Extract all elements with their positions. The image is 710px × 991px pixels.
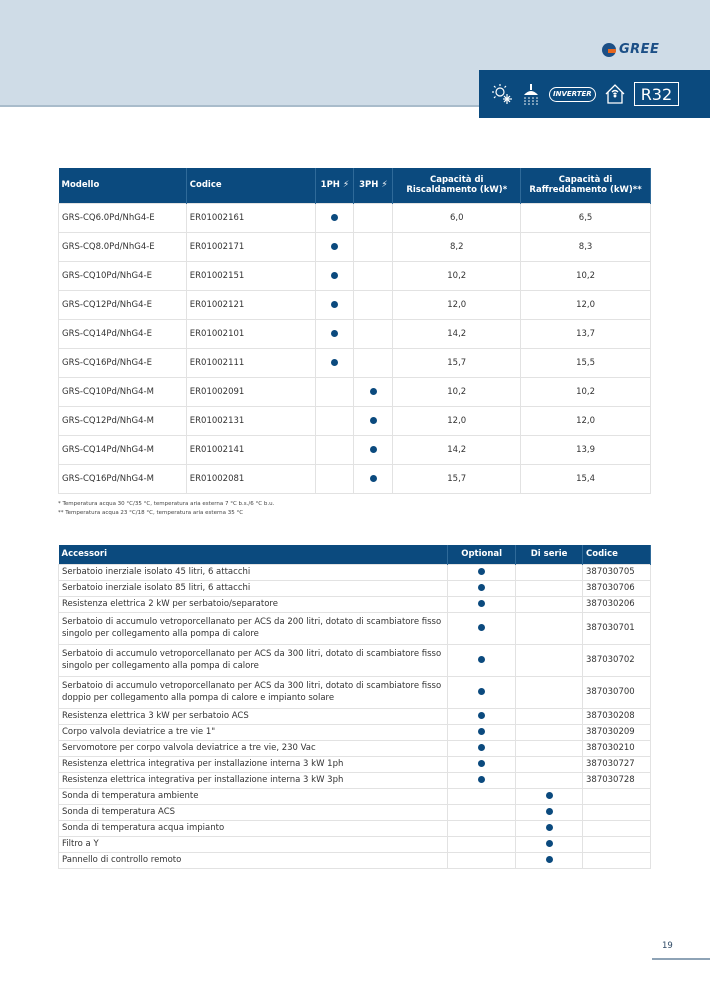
accessory-code-cell bbox=[583, 804, 651, 820]
1ph-cell bbox=[316, 232, 354, 261]
model-cell: GRS-CQ10Pd/NhG4-E bbox=[59, 261, 187, 290]
optional-cell bbox=[448, 804, 516, 820]
header-3ph bbox=[354, 168, 393, 203]
table-row bbox=[59, 756, 651, 772]
optional-cell bbox=[448, 708, 516, 724]
1ph-cell bbox=[316, 464, 354, 493]
accessory-name-cell: Pannello di controllo remoto bbox=[59, 852, 448, 868]
heating-cell: 6,0 bbox=[393, 203, 521, 232]
accessory-name-cell: Serbatoio inerziale isolato 85 litri, 6 attacchi bbox=[59, 580, 448, 596]
standard-cell bbox=[516, 580, 583, 596]
heating-cell: 15,7 bbox=[393, 348, 521, 377]
standard-cell bbox=[516, 772, 583, 788]
code-cell: ER01002101 bbox=[186, 319, 316, 348]
header-heating: Capacità di Riscaldamento (kW)* bbox=[393, 168, 521, 203]
page-number: 19 bbox=[662, 941, 673, 951]
accessory-code-cell: 387030702 bbox=[583, 644, 651, 676]
availability-dot-icon bbox=[478, 776, 485, 783]
standard-cell bbox=[516, 564, 583, 580]
table-row bbox=[59, 564, 651, 580]
accessory-code-cell: 387030727 bbox=[583, 756, 651, 772]
code-cell: ER01002141 bbox=[186, 435, 316, 464]
heating-cell: 8,2 bbox=[393, 232, 521, 261]
code-cell: ER01002081 bbox=[186, 464, 316, 493]
table-row bbox=[59, 708, 651, 724]
footnotes bbox=[58, 500, 274, 518]
table-row bbox=[59, 852, 651, 868]
table-row bbox=[59, 804, 651, 820]
standard-cell bbox=[516, 852, 583, 868]
accessory-name-cell: Serbatoio di accumulo vetroporcellanato per ACS da 200 litri, dotato di scambiatore fisso singolo per collegamento alla pompa di calore bbox=[59, 612, 448, 644]
code-cell: ER01002151 bbox=[186, 261, 316, 290]
optional-cell bbox=[448, 820, 516, 836]
header-1ph bbox=[316, 168, 354, 203]
availability-dot-icon bbox=[478, 584, 485, 591]
code-cell: ER01002111 bbox=[186, 348, 316, 377]
availability-dot-icon bbox=[331, 330, 338, 337]
standard-cell bbox=[516, 596, 583, 612]
heating-cell: 10,2 bbox=[393, 377, 521, 406]
heating-cell: 12,0 bbox=[393, 290, 521, 319]
accessory-code-cell: 387030728 bbox=[583, 772, 651, 788]
cooling-cell: 12,0 bbox=[521, 406, 651, 435]
model-cell: GRS-CQ10Pd/NhG4-M bbox=[59, 377, 187, 406]
availability-dot-icon bbox=[546, 808, 553, 815]
table-row bbox=[59, 676, 651, 708]
availability-dot-icon bbox=[478, 688, 485, 695]
1ph-cell bbox=[316, 435, 354, 464]
table-row bbox=[59, 740, 651, 756]
availability-dot-icon bbox=[331, 243, 338, 250]
heating-cell: 12,0 bbox=[393, 406, 521, 435]
accessory-code-cell: 387030700 bbox=[583, 676, 651, 708]
code-cell: ER01002161 bbox=[186, 203, 316, 232]
accessory-name-cell: Sonda di temperatura ambiente bbox=[59, 788, 448, 804]
1ph-cell bbox=[316, 290, 354, 319]
lightning-icon: ⚡ bbox=[342, 180, 350, 191]
standard-cell bbox=[516, 788, 583, 804]
standard-cell bbox=[516, 740, 583, 756]
accessory-name-cell: Filtro a Y bbox=[59, 836, 448, 852]
model-cell: GRS-CQ14Pd/NhG4-M bbox=[59, 435, 187, 464]
heating-cell: 15,7 bbox=[393, 464, 521, 493]
availability-dot-icon bbox=[478, 656, 485, 663]
table-row bbox=[59, 319, 651, 348]
table-row bbox=[59, 348, 651, 377]
optional-cell bbox=[448, 724, 516, 740]
availability-dot-icon bbox=[478, 600, 485, 607]
footnote-heating: * Temperatura acqua 30 °C/35 °C, temperatura aria esterna 7 °C b.s./6 °C b.u. bbox=[58, 501, 275, 507]
optional-cell bbox=[448, 564, 516, 580]
standard-cell bbox=[516, 612, 583, 644]
table-row bbox=[59, 580, 651, 596]
accessory-name-cell: Serbatoio inerziale isolato 45 litri, 6 attacchi bbox=[59, 564, 448, 580]
standard-cell bbox=[516, 724, 583, 740]
optional-cell bbox=[448, 740, 516, 756]
availability-dot-icon bbox=[370, 475, 377, 482]
3ph-cell bbox=[354, 261, 393, 290]
r32-refrigerant-badge bbox=[634, 82, 679, 106]
table-row bbox=[59, 435, 651, 464]
code-cell: ER01002091 bbox=[186, 377, 316, 406]
feature-icons-bar bbox=[479, 70, 710, 118]
lightning-icon: ⚡ bbox=[381, 180, 388, 191]
optional-cell bbox=[448, 676, 516, 708]
3ph-cell bbox=[354, 464, 393, 493]
header-model: Modello bbox=[59, 168, 187, 203]
cooling-cell: 13,7 bbox=[521, 319, 651, 348]
accessory-code-cell bbox=[583, 836, 651, 852]
accessory-code-cell: 387030701 bbox=[583, 612, 651, 644]
3ph-cell bbox=[354, 406, 393, 435]
optional-cell bbox=[448, 788, 516, 804]
accessory-name-cell: Resistenza elettrica integrativa per installazione interna 3 kW 1ph bbox=[59, 756, 448, 772]
accessory-name-cell: Serbatoio di accumulo vetroporcellanato per ACS da 300 litri, dotato di scambiatore fisso singolo per collegamento alla pompa di calore bbox=[59, 644, 448, 676]
standard-cell bbox=[516, 756, 583, 772]
model-cell: GRS-CQ16Pd/NhG4-M bbox=[59, 464, 187, 493]
table-row bbox=[59, 596, 651, 612]
standard-cell bbox=[516, 644, 583, 676]
optional-cell bbox=[448, 612, 516, 644]
3ph-cell bbox=[354, 377, 393, 406]
1ph-cell bbox=[316, 261, 354, 290]
accessory-name-cell: Corpo valvola deviatrice a tre vie 1" bbox=[59, 724, 448, 740]
optional-cell bbox=[448, 644, 516, 676]
accessory-name-cell: Servomotore per corpo valvola deviatrice a tre vie, 230 Vac bbox=[59, 740, 448, 756]
code-cell: ER01002171 bbox=[186, 232, 316, 261]
header-accessory: Accessori bbox=[59, 545, 448, 564]
availability-dot-icon bbox=[370, 417, 377, 424]
accessory-code-cell bbox=[583, 788, 651, 804]
heating-cell: 14,2 bbox=[393, 435, 521, 464]
availability-dot-icon bbox=[546, 856, 553, 863]
availability-dot-icon bbox=[478, 760, 485, 767]
availability-dot-icon bbox=[370, 446, 377, 453]
header-cooling: Capacità di Raffreddamento (kW)** bbox=[521, 168, 651, 203]
heating-cell: 14,2 bbox=[393, 319, 521, 348]
accessory-name-cell: Sonda di temperatura ACS bbox=[59, 804, 448, 820]
code-cell: ER01002131 bbox=[186, 406, 316, 435]
table-row bbox=[59, 612, 651, 644]
heating-cell: 10,2 bbox=[393, 261, 521, 290]
accessory-name-cell: Resistenza elettrica integrativa per installazione interna 3 kW 3ph bbox=[59, 772, 448, 788]
accessories-table bbox=[58, 545, 651, 869]
gree-logo-icon bbox=[602, 43, 616, 57]
cooling-cell: 15,5 bbox=[521, 348, 651, 377]
availability-dot-icon bbox=[331, 301, 338, 308]
table-row bbox=[59, 261, 651, 290]
r32-label: R32 bbox=[640, 84, 673, 104]
availability-dot-icon bbox=[478, 712, 485, 719]
standard-cell bbox=[516, 804, 583, 820]
accessory-code-cell: 387030705 bbox=[583, 564, 651, 580]
table-row bbox=[59, 724, 651, 740]
header-optional: Optional bbox=[448, 545, 516, 564]
1ph-cell bbox=[316, 406, 354, 435]
header-3ph-label: 3PH bbox=[359, 180, 379, 191]
header-standard: Di serie bbox=[516, 545, 583, 564]
availability-dot-icon bbox=[331, 214, 338, 221]
brand-name: GREE bbox=[619, 42, 660, 57]
availability-dot-icon bbox=[331, 359, 338, 366]
table-row bbox=[59, 406, 651, 435]
page-number-underline bbox=[652, 958, 710, 960]
header-accessory-code: Codice bbox=[583, 545, 651, 564]
cooling-cell: 12,0 bbox=[521, 290, 651, 319]
cooling-cell: 10,2 bbox=[521, 377, 651, 406]
standard-cell bbox=[516, 820, 583, 836]
cooling-cell: 15,4 bbox=[521, 464, 651, 493]
standard-cell bbox=[516, 676, 583, 708]
accessory-code-cell: 387030206 bbox=[583, 596, 651, 612]
cooling-cell: 10,2 bbox=[521, 261, 651, 290]
accessory-code-cell: 387030706 bbox=[583, 580, 651, 596]
header-code: Codice bbox=[186, 168, 316, 203]
availability-dot-icon bbox=[478, 624, 485, 631]
availability-dot-icon bbox=[478, 568, 485, 575]
accessory-name-cell: Resistenza elettrica 3 kW per serbatoio ACS bbox=[59, 708, 448, 724]
inverter-badge: INVERTER bbox=[549, 87, 596, 102]
model-cell: GRS-CQ6.0Pd/NhG4-E bbox=[59, 203, 187, 232]
optional-cell bbox=[448, 580, 516, 596]
availability-dot-icon bbox=[546, 840, 553, 847]
models-table bbox=[58, 168, 651, 494]
shower-icon bbox=[521, 83, 541, 105]
standard-cell bbox=[516, 836, 583, 852]
availability-dot-icon bbox=[546, 792, 553, 799]
model-cell: GRS-CQ12Pd/NhG4-E bbox=[59, 290, 187, 319]
1ph-cell bbox=[316, 377, 354, 406]
model-cell: GRS-CQ12Pd/NhG4-M bbox=[59, 406, 187, 435]
accessories-table-header bbox=[59, 545, 651, 564]
optional-cell bbox=[448, 772, 516, 788]
table-row bbox=[59, 644, 651, 676]
accessory-code-cell: 387030210 bbox=[583, 740, 651, 756]
1ph-cell bbox=[316, 203, 354, 232]
accessory-code-cell bbox=[583, 820, 651, 836]
availability-dot-icon bbox=[478, 744, 485, 751]
3ph-cell bbox=[354, 319, 393, 348]
heating-cooling-icon bbox=[491, 83, 513, 105]
model-cell: GRS-CQ14Pd/NhG4-E bbox=[59, 319, 187, 348]
table-row bbox=[59, 464, 651, 493]
cooling-cell: 13,9 bbox=[521, 435, 651, 464]
availability-dot-icon bbox=[370, 388, 377, 395]
availability-dot-icon bbox=[331, 272, 338, 279]
table-row bbox=[59, 820, 651, 836]
3ph-cell bbox=[354, 232, 393, 261]
standard-cell bbox=[516, 708, 583, 724]
optional-cell bbox=[448, 836, 516, 852]
cooling-cell: 6,5 bbox=[521, 203, 651, 232]
3ph-cell bbox=[354, 290, 393, 319]
code-cell: ER01002121 bbox=[186, 290, 316, 319]
table-row bbox=[59, 232, 651, 261]
3ph-cell bbox=[354, 348, 393, 377]
table-row bbox=[59, 377, 651, 406]
1ph-cell bbox=[316, 348, 354, 377]
table-row bbox=[59, 203, 651, 232]
optional-cell bbox=[448, 756, 516, 772]
table-row bbox=[59, 290, 651, 319]
optional-cell bbox=[448, 596, 516, 612]
table-row bbox=[59, 836, 651, 852]
availability-dot-icon bbox=[478, 728, 485, 735]
optional-cell bbox=[448, 852, 516, 868]
smart-home-wifi-icon bbox=[604, 83, 626, 105]
1ph-cell bbox=[316, 319, 354, 348]
model-cell: GRS-CQ16Pd/NhG4-E bbox=[59, 348, 187, 377]
accessory-name-cell: Sonda di temperatura acqua impianto bbox=[59, 820, 448, 836]
table-row bbox=[59, 788, 651, 804]
accessory-name-cell: Resistenza elettrica 2 kW per serbatoio/separatore bbox=[59, 596, 448, 612]
models-table-header bbox=[59, 168, 651, 203]
model-cell: GRS-CQ8.0Pd/NhG4-E bbox=[59, 232, 187, 261]
accessory-code-cell: 387030208 bbox=[583, 708, 651, 724]
cooling-cell: 8,3 bbox=[521, 232, 651, 261]
header-1ph-label: 1PH bbox=[320, 180, 340, 191]
3ph-cell bbox=[354, 203, 393, 232]
availability-dot-icon bbox=[546, 824, 553, 831]
gree-logo bbox=[602, 42, 659, 57]
accessory-code-cell bbox=[583, 852, 651, 868]
accessory-name-cell: Serbatoio di accumulo vetroporcellanato per ACS da 300 litri, dotato di scambiatore fisso doppio per collegamento alla pompa di calore e impianto solare bbox=[59, 676, 448, 708]
footnote-cooling: ** Temperatura acqua 23 °C/18 °C, temperatura aria esterna 35 °C bbox=[58, 510, 244, 516]
table-row bbox=[59, 772, 651, 788]
accessory-code-cell: 387030209 bbox=[583, 724, 651, 740]
3ph-cell bbox=[354, 435, 393, 464]
